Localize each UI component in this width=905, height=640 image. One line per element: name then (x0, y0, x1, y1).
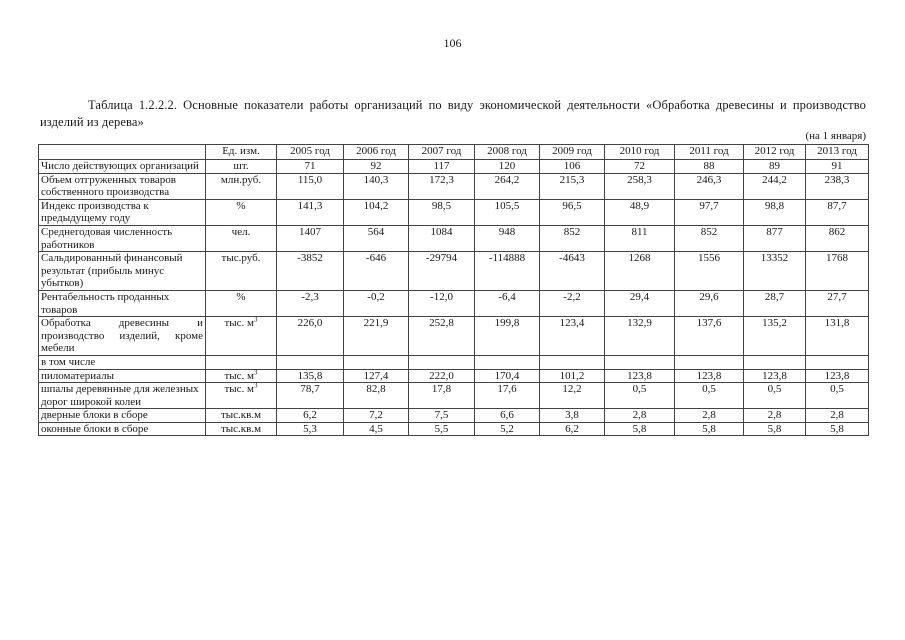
row-value: 13352 (744, 252, 806, 291)
row-value: 98,5 (409, 199, 475, 225)
row-value: 1268 (605, 252, 675, 291)
row-value: 127,4 (344, 369, 409, 383)
row-unit (206, 290, 277, 316)
row-value: 12,2 (540, 383, 605, 409)
row-value: 246,3 (675, 173, 744, 199)
row-unit (206, 422, 277, 436)
row-value: 5,5 (409, 422, 475, 436)
row-value: 106 (540, 160, 605, 174)
row-value: 71 (277, 160, 344, 174)
row-value: 27,7 (806, 290, 869, 316)
row-unit-superscript: 3 (254, 367, 258, 376)
row-value: 264,2 (475, 173, 540, 199)
row-value: 98,8 (744, 199, 806, 225)
header-year: 2006 год (344, 145, 409, 160)
row-unit (206, 317, 277, 356)
row-value: 877 (744, 225, 806, 251)
row-value: 96,5 (540, 199, 605, 225)
row-value: -29794 (409, 252, 475, 291)
row-value: 252,8 (409, 317, 475, 356)
row-value (277, 355, 344, 369)
table-body (39, 160, 869, 436)
table-row (39, 290, 869, 316)
row-value: 89 (744, 160, 806, 174)
row-value (344, 355, 409, 369)
header-year: 2008 год (475, 145, 540, 160)
row-indicator-name: в том числе (39, 355, 206, 369)
table-row (39, 173, 869, 199)
table-row (39, 409, 869, 423)
table-row (39, 160, 869, 174)
row-value: 132,9 (605, 317, 675, 356)
row-value: 258,3 (605, 173, 675, 199)
row-value: 137,6 (675, 317, 744, 356)
row-value: 811 (605, 225, 675, 251)
table-row (39, 199, 869, 225)
row-value: 0,5 (744, 383, 806, 409)
row-indicator-name: Рентабельность проданных товаров (39, 290, 206, 316)
header-year: 2010 год (605, 145, 675, 160)
row-value: 852 (540, 225, 605, 251)
row-value: 948 (475, 225, 540, 251)
table-row (39, 317, 869, 356)
row-value: 5,8 (605, 422, 675, 436)
header-year: 2009 год (540, 145, 605, 160)
row-unit-text: тыс.кв.м (220, 422, 262, 435)
row-value: 48,9 (605, 199, 675, 225)
row-value: 2,8 (806, 409, 869, 423)
row-value: 7,2 (344, 409, 409, 423)
row-value: -0,2 (344, 290, 409, 316)
row-unit (206, 252, 277, 291)
row-value: -2,2 (540, 290, 605, 316)
row-unit-superscript: 3 (254, 315, 258, 324)
row-value: 172,3 (409, 173, 475, 199)
row-unit (206, 355, 277, 369)
row-value (744, 355, 806, 369)
row-unit-text: % (236, 290, 246, 303)
table-row (39, 355, 869, 369)
row-value: -3852 (277, 252, 344, 291)
table-row (39, 225, 869, 251)
row-indicator-name: Объем отгруженных товаров собственного производства (39, 173, 206, 199)
row-value: 5,8 (806, 422, 869, 436)
row-value: 5,2 (475, 422, 540, 436)
header-year: 2012 год (744, 145, 806, 160)
row-value (605, 355, 675, 369)
row-value: 199,8 (475, 317, 540, 356)
row-unit-superscript: 3 (254, 381, 258, 390)
row-value: 123,8 (675, 369, 744, 383)
header-year: 2011 год (675, 145, 744, 160)
row-unit (206, 173, 277, 199)
row-value: 131,8 (806, 317, 869, 356)
row-unit (206, 225, 277, 251)
row-value: 88 (675, 160, 744, 174)
row-value: 2,8 (605, 409, 675, 423)
row-indicator-name: Среднегодовая численность работников (39, 225, 206, 251)
row-unit (206, 199, 277, 225)
table-row (39, 369, 869, 383)
row-value (806, 355, 869, 369)
row-value: 6,6 (475, 409, 540, 423)
row-unit (206, 409, 277, 423)
row-value: 222,0 (409, 369, 475, 383)
row-value: 97,7 (675, 199, 744, 225)
row-value: -4643 (540, 252, 605, 291)
row-value: 3,8 (540, 409, 605, 423)
row-value: 17,8 (409, 383, 475, 409)
row-unit (206, 160, 277, 174)
row-indicator-name: шпалы деревянные для железных дорог широкой колеи (39, 383, 206, 409)
row-value: 105,5 (475, 199, 540, 225)
row-value: 2,8 (675, 409, 744, 423)
row-indicator-name: Число действующих организаций (39, 160, 206, 174)
row-value: 78,7 (277, 383, 344, 409)
row-value: 92 (344, 160, 409, 174)
row-value: 141,3 (277, 199, 344, 225)
row-value: 0,5 (806, 383, 869, 409)
row-value: 117 (409, 160, 475, 174)
row-value: -2,3 (277, 290, 344, 316)
row-value: 4,5 (344, 422, 409, 436)
row-value: 862 (806, 225, 869, 251)
row-value (409, 355, 475, 369)
row-value: 221,9 (344, 317, 409, 356)
indicators-table (38, 144, 869, 436)
row-value: 0,5 (675, 383, 744, 409)
row-unit-text: % (236, 199, 246, 212)
row-value: 6,2 (540, 422, 605, 436)
row-indicator-name: Сальдированный финансовый результат (прибыль минус убытков) (39, 252, 206, 291)
row-unit-text: тыс.руб. (221, 252, 261, 265)
row-value: 6,2 (277, 409, 344, 423)
row-value: -6,4 (475, 290, 540, 316)
row-indicator-name: пиломатериалы (39, 369, 206, 383)
row-value: 123,8 (806, 369, 869, 383)
row-value: 120 (475, 160, 540, 174)
row-value: 29,4 (605, 290, 675, 316)
row-indicator-name: оконные блоки в сборе (39, 422, 206, 436)
row-unit-text: шт. (233, 160, 249, 172)
row-value: 1407 (277, 225, 344, 251)
row-value: 215,3 (540, 173, 605, 199)
header-year: 2007 год (409, 145, 475, 160)
header-year: 2005 год (277, 145, 344, 160)
row-value: 91 (806, 160, 869, 174)
row-value (475, 355, 540, 369)
row-value: 135,2 (744, 317, 806, 356)
row-value: 5,3 (277, 422, 344, 436)
row-value (675, 355, 744, 369)
row-unit-text: тыс. м (224, 369, 255, 382)
table-row (39, 252, 869, 291)
header-indicator (39, 145, 206, 160)
header-year: 2013 год (806, 145, 869, 160)
row-value: 2,8 (744, 409, 806, 423)
row-unit (206, 369, 277, 383)
row-value: 238,3 (806, 173, 869, 199)
row-value: 244,2 (744, 173, 806, 199)
row-unit-text: тыс.кв.м (220, 409, 262, 422)
row-value: 115,0 (277, 173, 344, 199)
row-value: 28,7 (744, 290, 806, 316)
row-value: 140,3 (344, 173, 409, 199)
table-row (39, 422, 869, 436)
row-value: 123,4 (540, 317, 605, 356)
row-value: 87,7 (806, 199, 869, 225)
row-value: 5,8 (675, 422, 744, 436)
row-indicator-name: Обработка древесины и производство изделий, кроме мебели (39, 317, 206, 356)
header-unit: Ед. изм. (206, 145, 277, 160)
row-value: 123,8 (605, 369, 675, 383)
row-unit-text: тыс. м (224, 383, 255, 396)
row-value: 104,2 (344, 199, 409, 225)
row-value: 101,2 (540, 369, 605, 383)
row-value: 1084 (409, 225, 475, 251)
row-value: 564 (344, 225, 409, 251)
page-number: 106 (443, 36, 462, 50)
row-value: 0,5 (605, 383, 675, 409)
row-value: 123,8 (744, 369, 806, 383)
table-header-row (39, 145, 869, 160)
row-value: 82,8 (344, 383, 409, 409)
row-value: 7,5 (409, 409, 475, 423)
table-note: (на 1 января) (805, 130, 866, 142)
row-value: -12,0 (409, 290, 475, 316)
row-unit (206, 383, 277, 409)
row-value: 72 (605, 160, 675, 174)
row-value: -114888 (475, 252, 540, 291)
row-value: 852 (675, 225, 744, 251)
row-value: 170,4 (475, 369, 540, 383)
table-row (39, 383, 869, 409)
row-value: 1768 (806, 252, 869, 291)
row-value: 17,6 (475, 383, 540, 409)
row-indicator-name: Индекс производства к предыдущему году (39, 199, 206, 225)
row-value: 226,0 (277, 317, 344, 356)
row-value: 5,8 (744, 422, 806, 436)
row-value: 135,8 (277, 369, 344, 383)
row-value: 29,6 (675, 290, 744, 316)
row-value (540, 355, 605, 369)
row-indicator-name: дверные блоки в сборе (39, 409, 206, 423)
row-unit-text: млн.руб. (220, 173, 262, 186)
row-unit-text: чел. (231, 225, 251, 238)
row-value: -646 (344, 252, 409, 291)
row-value: 1556 (675, 252, 744, 291)
table-caption: Таблица 1.2.2.2. Основные показатели работы организаций по виду экономической деятельности «Обработка древесины и производство изделий из дерева» (40, 98, 866, 129)
row-unit-text: тыс. м (224, 317, 255, 330)
